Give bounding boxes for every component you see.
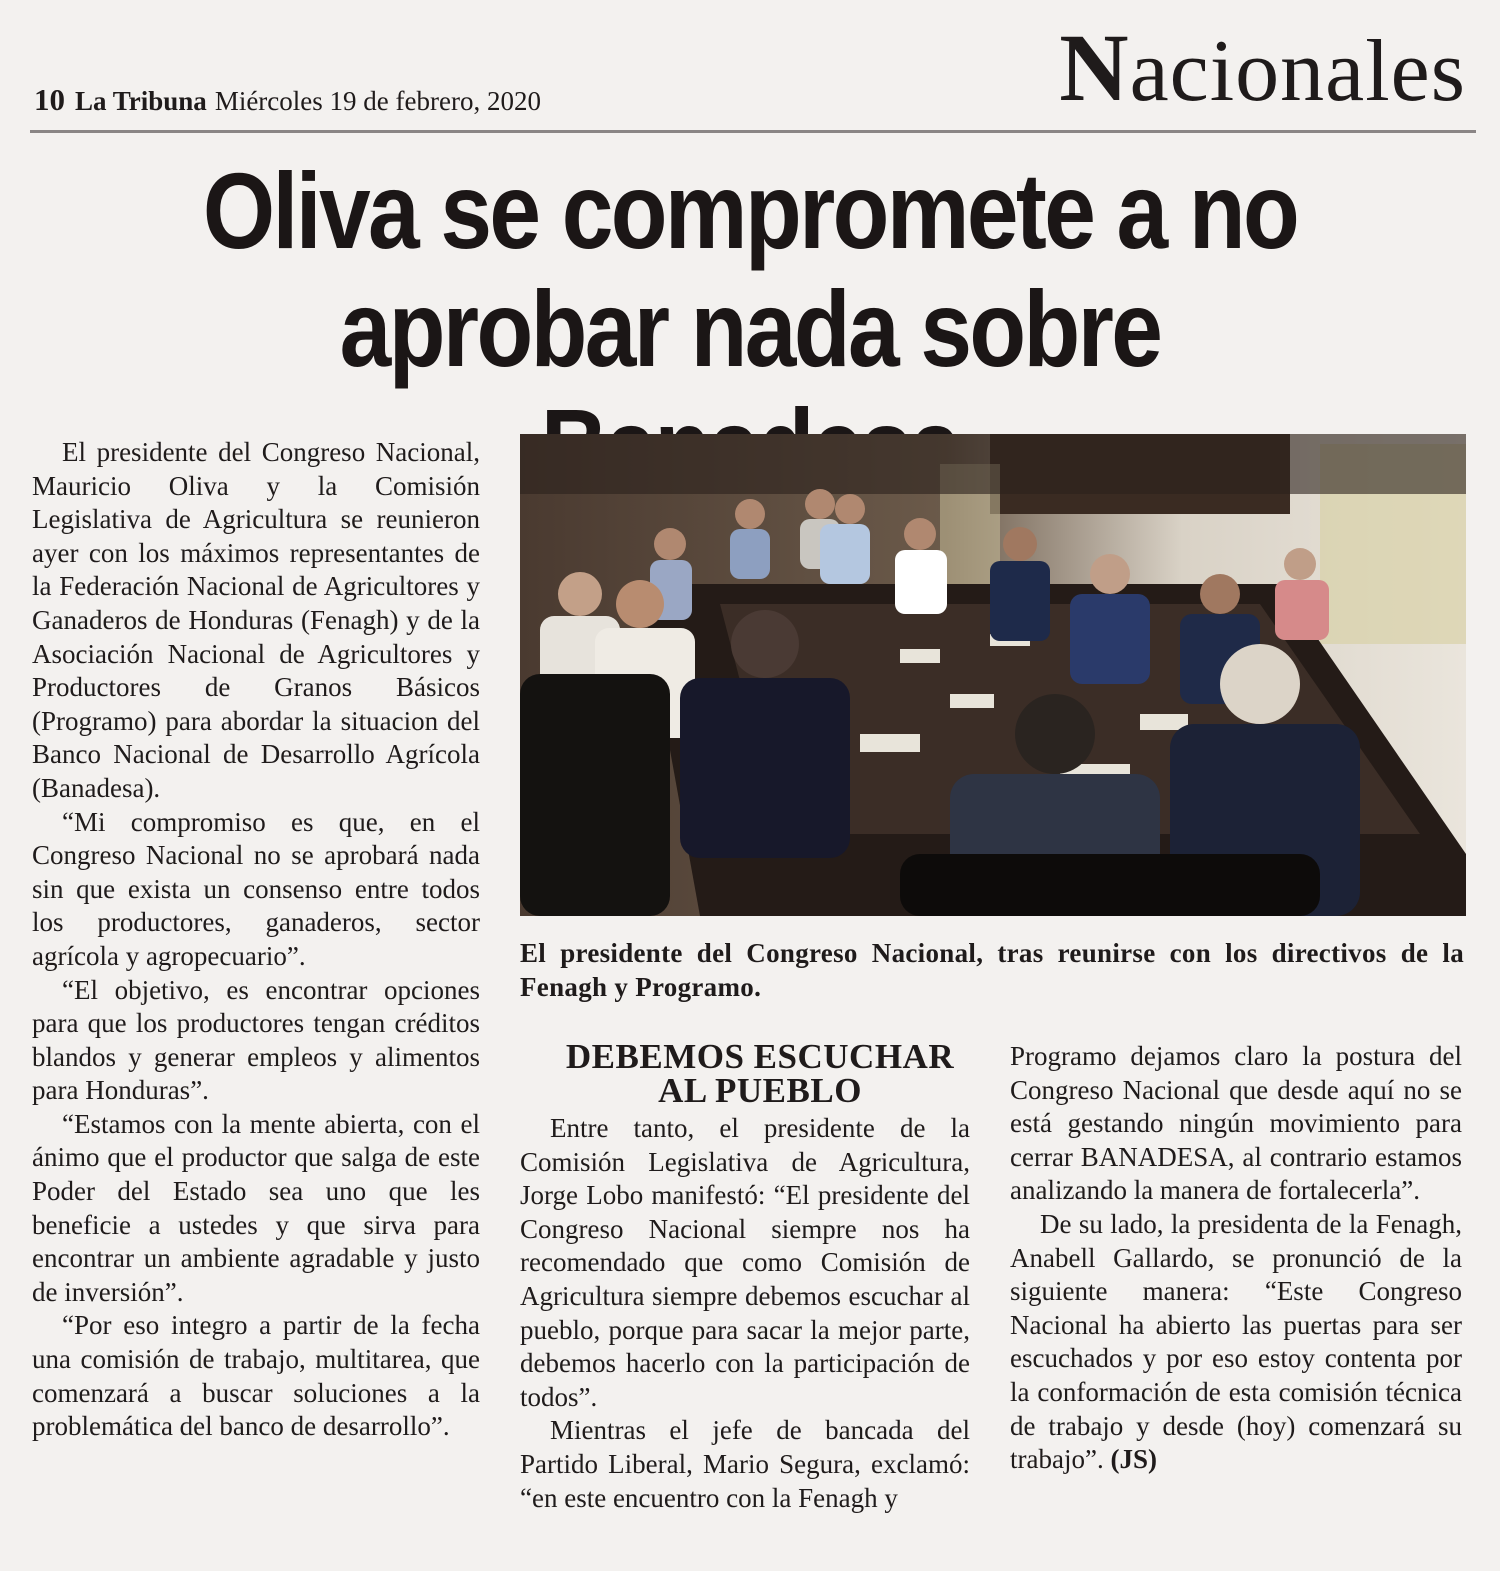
paragraph <box>1010 1208 1462 1477</box>
paragraph: El presidente del Congreso Nacional, Mauricio Oliva y la Comisión Legislativa de Agricultura se reunieron ayer con los máximos representantes de la Federación Nacional de Agricultores y Ganaderos de Honduras (Fenagh) y de la Asociación Nacional de Agricultores y Productores de Granos Básicos (Programo) para abordar la situacion del Banco Nacional de Desarrollo Agrícola (Banadesa). <box>32 437 480 803</box>
meeting-photo-illustration <box>520 434 1466 916</box>
paragraph: “Estamos con la mente abierta, con el ánimo que el productor que salga de este Poder del Estado sea uno que les beneficie a ustedes y que sirva para encontrar un ambiente agradable y justo de inversión”. <box>32 1108 480 1307</box>
section-title-rest: acionales <box>1129 23 1466 120</box>
paragraph: “Por eso integro a partir de la fecha una comisión de trabajo, multitarea, que comenzará a buscar soluciones a la problemática del banco de desarrollo”. <box>32 1310 480 1442</box>
article-column-1 <box>32 436 480 1444</box>
paragraph: “El objetivo, es encontrar opciones para que los productores tengan créditos blandos y generar empleos y alimentos para Honduras”. <box>32 974 480 1106</box>
paragraph: Mientras el jefe de bancada del Partido Liberal, Mario Segura, exclamó: “en este encuentro con la Fenagh y <box>520 1415 970 1513</box>
article-column-3 <box>1010 1040 1462 1477</box>
newspaper-name: La Tribuna <box>75 86 207 116</box>
page-number: 10 <box>34 82 65 117</box>
photo-caption: El presidente del Congreso Nacional, tras reunirse con los directivos de la Fenagh y Programo. <box>520 938 1464 1002</box>
section-title <box>1059 14 1466 121</box>
paragraph: Entre tanto, el presidente de la Comisión Legislativa de Agricultura, Jorge Lobo manifestó: “El presidente del Congreso Nacional siempre nos ha recomendado que como Comisión de Agricultura siempre debemos escuchar al pueblo, porque para sacar la mejor parte, debemos hacerlo con la participación de todos”. <box>520 1113 970 1412</box>
headline-line-2: aprobar nada sobre <box>339 268 1161 389</box>
paragraph: Programo dejamos claro la postura del Congreso Nacional que desde aquí no se está gestando ningún movimiento para cerrar BANADESA, al contrario estamos analizando la manera de fortalecerla”. <box>1010 1041 1462 1206</box>
page-header <box>34 82 541 118</box>
subheading <box>520 1037 1000 1110</box>
meeting-photo <box>520 434 1466 916</box>
header-rule <box>30 130 1476 133</box>
article-column-2 <box>520 1112 970 1515</box>
subheading-line-1: DEBEMOS ESCUCHAR <box>565 1037 955 1076</box>
paragraph: “Mi compromiso es que, en el Congreso Nacional no se aprobará nada sin que exista un consenso entre todos los productores, ganaderos, sector agrícola y agropecuario”. <box>32 806 480 971</box>
headline-line-1: Oliva se compromete a no <box>202 150 1298 271</box>
paragraph-text: De su lado, la presidenta de la Fenagh, Anabell Gallardo, se pronunció de la siguiente manera: “Este Congreso Nacional ha abierto las puertas para ser escuchados y por eso estoy contenta por la conformación de esta comisión técnica de trabajo y desde (hoy) comenzará su trabajo”. <box>1010 1208 1462 1475</box>
author-signature: (JS) <box>1110 1444 1157 1475</box>
publication-date: Miércoles 19 de febrero, 2020 <box>214 86 541 116</box>
subheading-line-2: AL PUEBLO <box>658 1071 862 1110</box>
section-title-initial: N <box>1059 14 1130 121</box>
